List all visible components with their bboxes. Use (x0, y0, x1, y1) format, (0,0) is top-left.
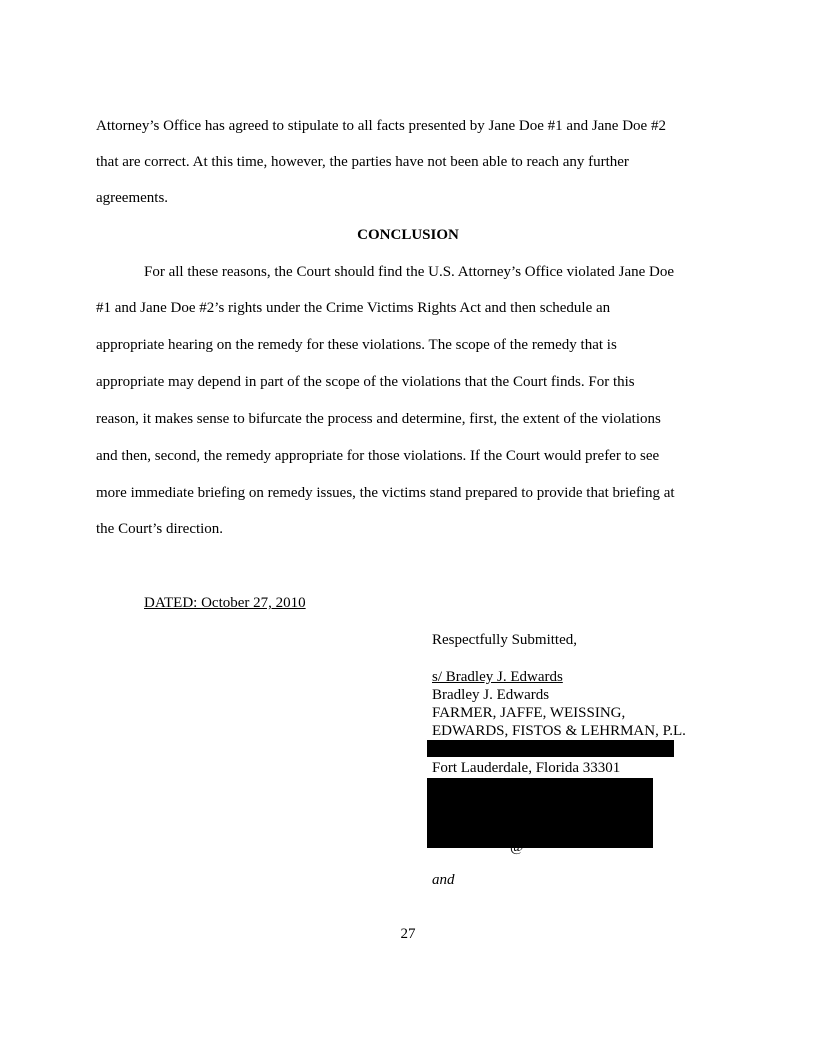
redaction-bar-address (427, 740, 674, 757)
signature-closing: Respectfully Submitted, (432, 632, 577, 648)
signature-city: Fort Lauderdale, Florida 33301 (432, 760, 621, 776)
conclusion-line-3: appropriate hearing on the remedy for these violations. The scope of the remedy that is (96, 337, 617, 353)
conclusion-line-1: For all these reasons, the Court should find the U.S. Attorney’s Office violated Jane Doe (144, 264, 675, 280)
conclusion-line-8: the Court’s direction. (96, 521, 224, 537)
conclusion-line-4: appropriate may depend in part of the scope of the violations that the Court finds. For this (96, 374, 635, 390)
section-heading: CONCLUSION (357, 227, 459, 243)
signature-and: and (432, 872, 455, 888)
conclusion-line-7: more immediate briefing on remedy issues, the victims stand prepared to provide that briefing at (96, 485, 675, 501)
conclusion-line-5: reason, it makes sense to bifurcate the process and determine, first, the extent of the violations (96, 411, 661, 427)
conclusion-line-6: and then, second, the remedy appropriate for those violations. If the Court would prefer to see (96, 448, 660, 464)
page-number: 27 (400, 926, 416, 942)
signature-name: Bradley J. Edwards (432, 687, 550, 703)
redaction-block-contact (427, 778, 653, 848)
conclusion-line-2: #1 and Jane Doe #2’s rights under the Crime Victims Rights Act and then schedule an (96, 300, 611, 316)
firm-line-1: FARMER, JAFFE, WEISSING, (432, 705, 626, 721)
body-line-2: that are correct. At this time, however, the parties have not been able to reach any further (96, 154, 629, 170)
firm-line-2: EDWARDS, FISTOS & LEHRMAN, P.L. (432, 723, 686, 739)
body-line-1: Attorney’s Office has agreed to stipulate to all facts presented by Jane Doe #1 and Jane Doe #2 (96, 118, 666, 134)
dated-line: DATED: October 27, 2010 (144, 595, 306, 611)
body-line-3: agreements. (96, 190, 169, 206)
signature-signed: s/ Bradley J. Edwards (432, 669, 563, 685)
